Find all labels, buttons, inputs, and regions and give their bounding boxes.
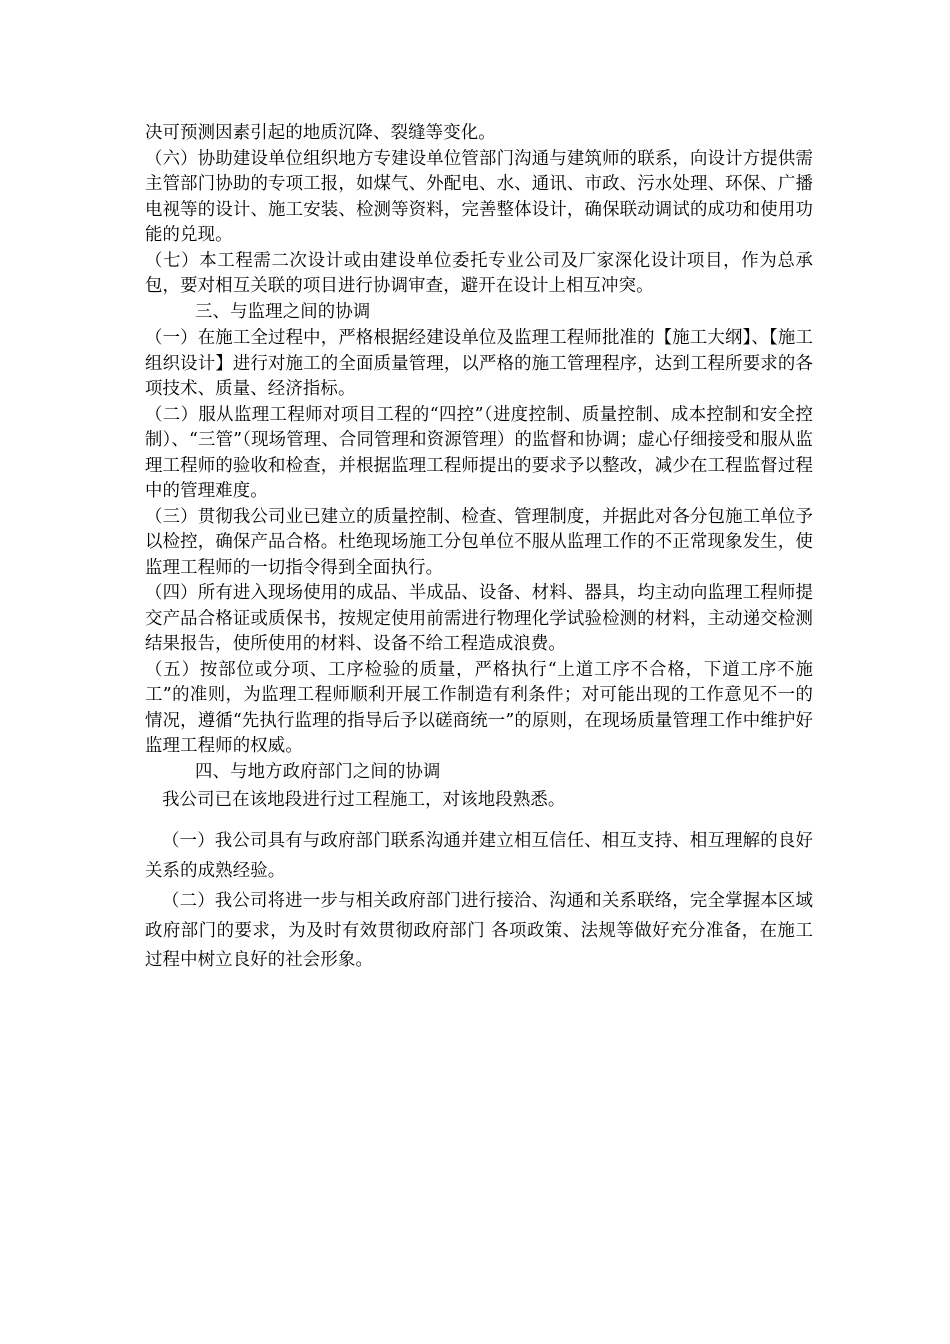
section3-heading: 三、与监理之间的协调 — [195, 301, 371, 322]
section4-p2: （二）我公司将进一步与相关政府部门进行接洽、沟通和关系联络，完全掌握本区域政府部门的要求，为及时有效贯彻政府部门 各项政策、法规等做好充分准备，在施工过程中树立良好的社会形象。 — [145, 891, 813, 970]
section2-p5-continued: 决可预测因素引起的地质沉降、裂缝等变化。 — [145, 123, 496, 143]
section3-p5: （五）按部位或分项、工序检验的质量，严格执行“上道工序不合格，下道工序不施工”的准则，为监理工程师顺利开展工作制造有利条件；对可能出现的工作意见不一的情况，遵循“先执行监理的指导后予以磋商统一”的原则，在现场质量管理工作中维护好监理工程师的权威。 — [145, 659, 813, 756]
section3-p4: （四）所有进入现场使用的成品、半成品、设备、材料、器具，均主动向监理工程师提交产品合格证或质保书，按规定使用前需进行物理化学试验检测的材料，主动递交检测结果报告，使所使用的材料、设备不给工程造成浪费。 — [145, 583, 813, 654]
section2-p6: （六）协助建设单位组织地方专建设单位管部门沟通与建筑师的联系，向设计方提供需主管部门协助的专项工报，如煤气、外配电、水、通讯、市政、污水处理、环保、广播电视等的设计、施工安装、检测等资料，完善整体设计，确保联动调试的成功和使用功能的兑现。 — [145, 148, 813, 245]
section4-intro: 我公司已在该地段进行过工程施工，对该地段熟悉。 — [162, 790, 566, 810]
section4-p1: （一）我公司具有与政府部门联系沟通并建立相互信任、相互支持、相互理解的良好关系的成熟经验。 — [145, 831, 813, 881]
section3-p2: （二）服从监理工程师对项目工程的“四控”（进度控制、质量控制、成本控制和安全控制）、“三管”（现场管理、合同管理和资源管理）的监督和协调；虚心仔细接受和服从监理工程师的验收和检查，并根据监理工程师提出的要求予以整改，减少在工程监督过程中的管理难度。 — [145, 404, 813, 501]
section4-heading: 四、与地方政府部门之间的协调 — [195, 761, 441, 782]
section2-p7: （七）本工程需二次设计或由建设单位委托专业公司及厂家深化设计项目，作为总承包，要对相互关联的项目进行协调审查，避开在设计上相互冲突。 — [145, 250, 813, 296]
section3-p3: （三）贯彻我公司业已建立的质量控制、检查、管理制度，并据此对各分包施工单位予以检控，确保产品合格。杜绝现场施工分包单位不服从监理工作的不正常现象发生，使监理工程师的一切指令得到全面执行。 — [145, 506, 813, 578]
section3-p1: （一）在施工全过程中，严格根据经建设单位及监理工程师批准的【施工大纲】、【施工组织设计】进行对施工的全面质量管理，以严格的施工管理程序，达到工程所要求的各项技术、质量、经济指标。 — [145, 328, 813, 399]
